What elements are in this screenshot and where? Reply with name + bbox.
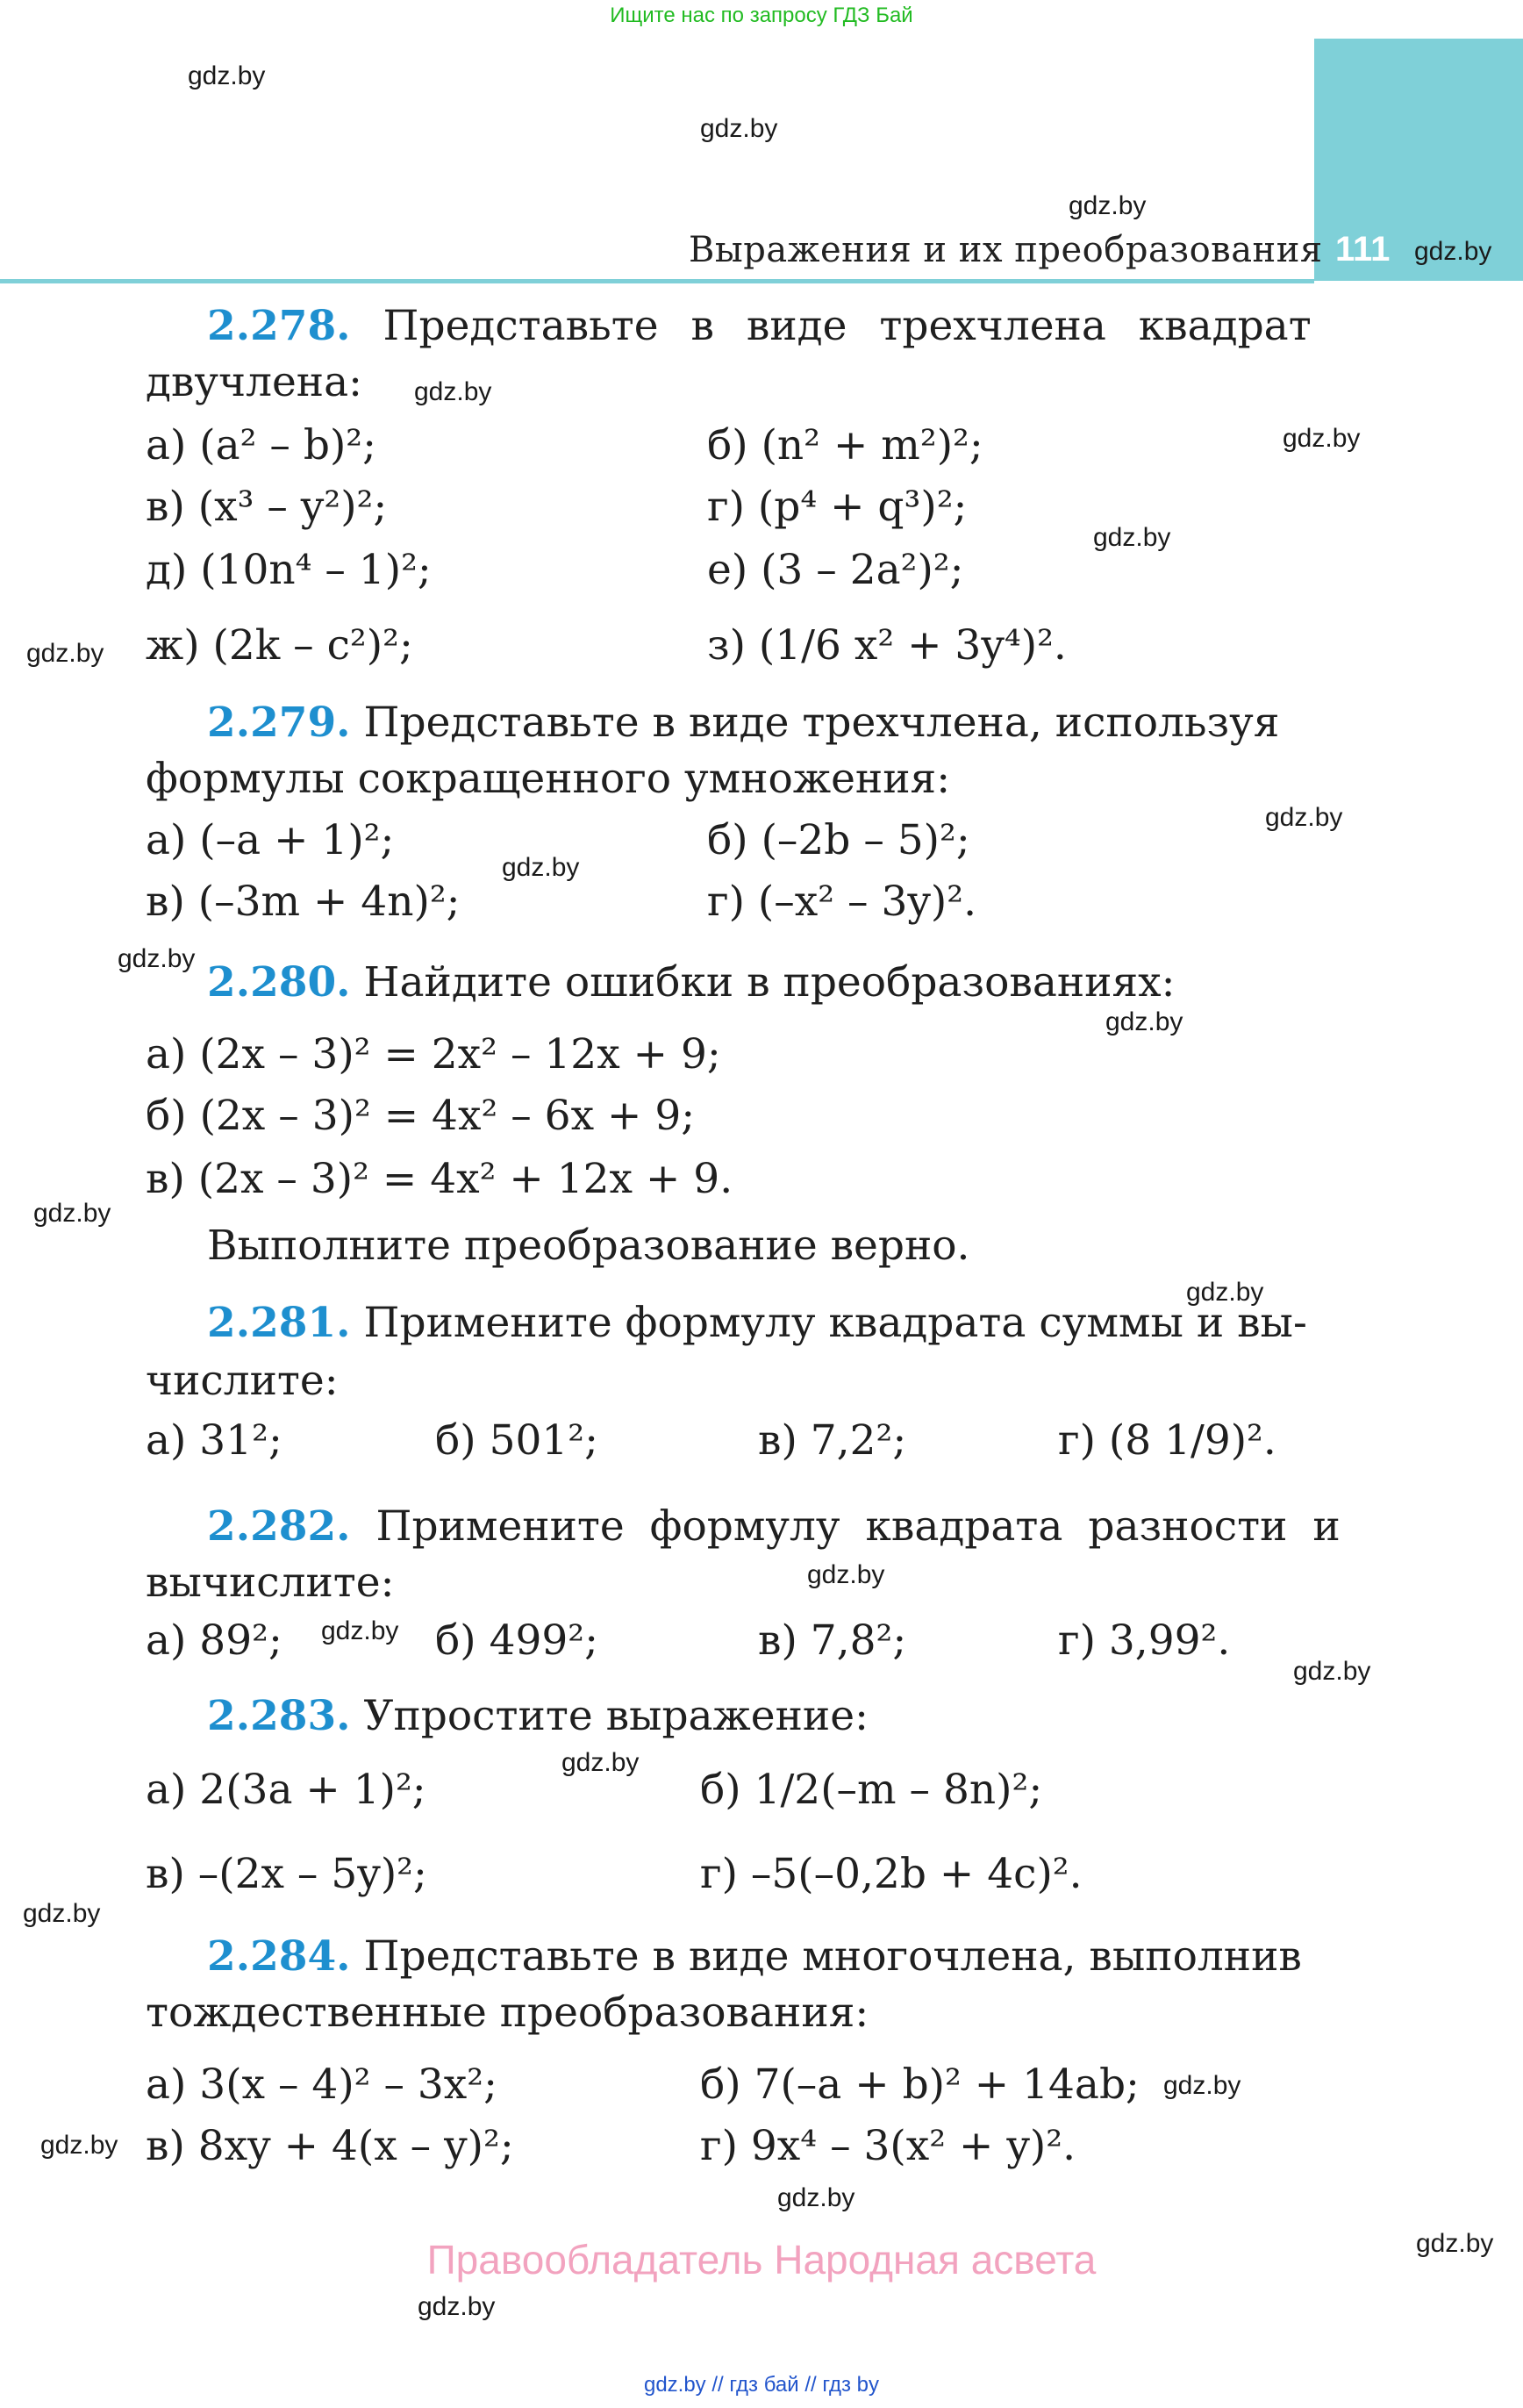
problem-number: 2.279.	[207, 699, 351, 747]
watermark: gdz.by	[1414, 237, 1492, 266]
watermark: gdz.by	[414, 377, 492, 406]
problem-number: 2.278.	[207, 302, 351, 350]
problem-text-line: вычислите:	[146, 1559, 395, 1607]
problem-item: б) (–2b – 5)²;	[707, 816, 970, 864]
problem-text-line: числите:	[146, 1357, 339, 1405]
watermark: gdz.by	[561, 1748, 640, 1777]
problem-item: а) (2x – 3)² = 2x² – 12x + 9;	[146, 1030, 721, 1079]
problem-text-line: Примените формулу квадрата разности и	[375, 1502, 1341, 1551]
problem-text	[207, 300, 1316, 353]
watermark: gdz.by	[1416, 2229, 1494, 2258]
problem-item: г) 3,99².	[1058, 1616, 1231, 1665]
problem-item: в) 7,8²;	[758, 1616, 907, 1665]
problem-number: 2.283.	[207, 1692, 351, 1740]
problem-item: в) (–3m + 4n)²;	[146, 878, 461, 926]
problem-item: г) (p⁴ + q³)²;	[707, 483, 968, 531]
header-rule	[0, 279, 1314, 283]
problem-item: ж) (2k – c²)²;	[146, 621, 413, 670]
problem-item: б) 7(–a + b)² + 14ab;	[700, 2060, 1140, 2109]
problem-item: в) 8xy + 4(x – y)²;	[146, 2122, 514, 2170]
watermark: gdz.by	[502, 853, 580, 882]
problem-item: а) 31²;	[146, 1416, 282, 1465]
problem-item: г) (8 1/9)².	[1058, 1416, 1276, 1465]
watermark: gdz.by	[1265, 803, 1343, 832]
problem-item: а) (a² – b)²;	[146, 421, 376, 469]
page-number: 111	[1335, 230, 1391, 269]
problem-item: г) (–x² – 3y)².	[707, 878, 977, 926]
problem-item: в) (x³ – y²)²;	[146, 483, 388, 531]
problem-number: 2.280.	[207, 958, 351, 1007]
problem-item: г) 9x⁴ – 3(x² + y)².	[700, 2122, 1076, 2170]
watermark: gdz.by	[807, 1560, 885, 1589]
watermark: gdz.by	[321, 1616, 399, 1645]
problem-item: в) –(2x – 5y)²;	[146, 1850, 427, 1898]
watermark: gdz.by	[26, 639, 104, 668]
problem-number: 2.284.	[207, 1932, 351, 1981]
problem-number: 2.281.	[207, 1299, 351, 1347]
problem-text	[207, 697, 1279, 749]
watermark: gdz.by	[1093, 523, 1171, 552]
problem-item: а) 89²;	[146, 1616, 282, 1665]
top-banner-text: Ищите нас по запросу ГДЗ Бай	[610, 4, 913, 27]
watermark: gdz.by	[418, 2292, 496, 2321]
problem-item: е) (3 – 2a²)²;	[707, 546, 964, 594]
problem-text	[207, 1931, 1302, 1983]
problem-item: а) (–a + 1)²;	[146, 816, 395, 864]
problem-text-line: формулы сокращенного умножения:	[146, 755, 951, 803]
problem-text-line: Найдите ошибки в преобразованиях:	[363, 958, 1176, 1007]
watermark: gdz.by	[1186, 1278, 1264, 1307]
problem-text	[207, 957, 1176, 1009]
watermark: gdz.by	[1163, 2071, 1241, 2100]
problem-text-line: Примените формулу квадрата суммы и вы-	[363, 1299, 1307, 1347]
problem-text-line: Представьте в виде многочлена, выполнив	[363, 1932, 1302, 1981]
problem-text	[207, 1501, 1341, 1553]
problem-text-line: Упростите выражение:	[363, 1692, 869, 1740]
problem-item: з) (1/6 x² + 3y⁴)².	[707, 621, 1067, 670]
problem-item: в) (2x – 3)² = 4x² + 12x + 9.	[146, 1155, 733, 1203]
problem-item: в) 7,2²;	[758, 1416, 907, 1465]
problem-text	[207, 1297, 1307, 1350]
problem-text-line: Представьте в виде трехчлена, используя	[363, 699, 1280, 747]
problem-text-line: тождественные преобразования:	[146, 1989, 869, 2037]
footer-links: gdz.by // гдз бай // гдз by	[643, 2373, 880, 2397]
problem-item: д) (10n⁴ – 1)²;	[146, 546, 432, 594]
watermark: gdz.by	[40, 2131, 118, 2160]
problem-text-line: Представьте в виде трехчлена квадрат	[383, 302, 1312, 350]
watermark: gdz.by	[1069, 191, 1147, 220]
problem-after-text: Выполните преобразование верно.	[207, 1222, 970, 1270]
problem-item: б) 501²;	[435, 1416, 598, 1465]
watermark: gdz.by	[188, 61, 266, 90]
problem-item: б) (2x – 3)² = 4x² – 6x + 9;	[146, 1092, 696, 1140]
copyright-notice: Правообладатель Народная асвета	[426, 2237, 1097, 2283]
watermark: gdz.by	[1105, 1007, 1183, 1036]
watermark: gdz.by	[700, 114, 778, 143]
watermark: gdz.by	[1283, 424, 1361, 453]
watermark: gdz.by	[118, 944, 196, 973]
problem-text	[207, 1690, 869, 1743]
watermark: gdz.by	[33, 1199, 111, 1228]
problem-item: а) 2(3a + 1)²;	[146, 1766, 426, 1814]
problem-item: а) 3(x – 4)² – 3x²;	[146, 2060, 497, 2109]
running-title: Выражения и их преобразования	[689, 230, 1323, 270]
problem-item: б) 499²;	[435, 1616, 598, 1665]
problem-item: г) –5(–0,2b + 4c)².	[700, 1850, 1083, 1898]
watermark: gdz.by	[777, 2183, 855, 2212]
watermark: gdz.by	[1293, 1657, 1371, 1686]
problem-item: б) 1/2(–m – 8n)²;	[700, 1766, 1043, 1814]
problem-text-line: двучлена:	[146, 358, 362, 406]
problem-number: 2.282.	[207, 1502, 351, 1551]
problem-item: б) (n² + m²)²;	[707, 421, 983, 469]
watermark: gdz.by	[23, 1899, 101, 1928]
